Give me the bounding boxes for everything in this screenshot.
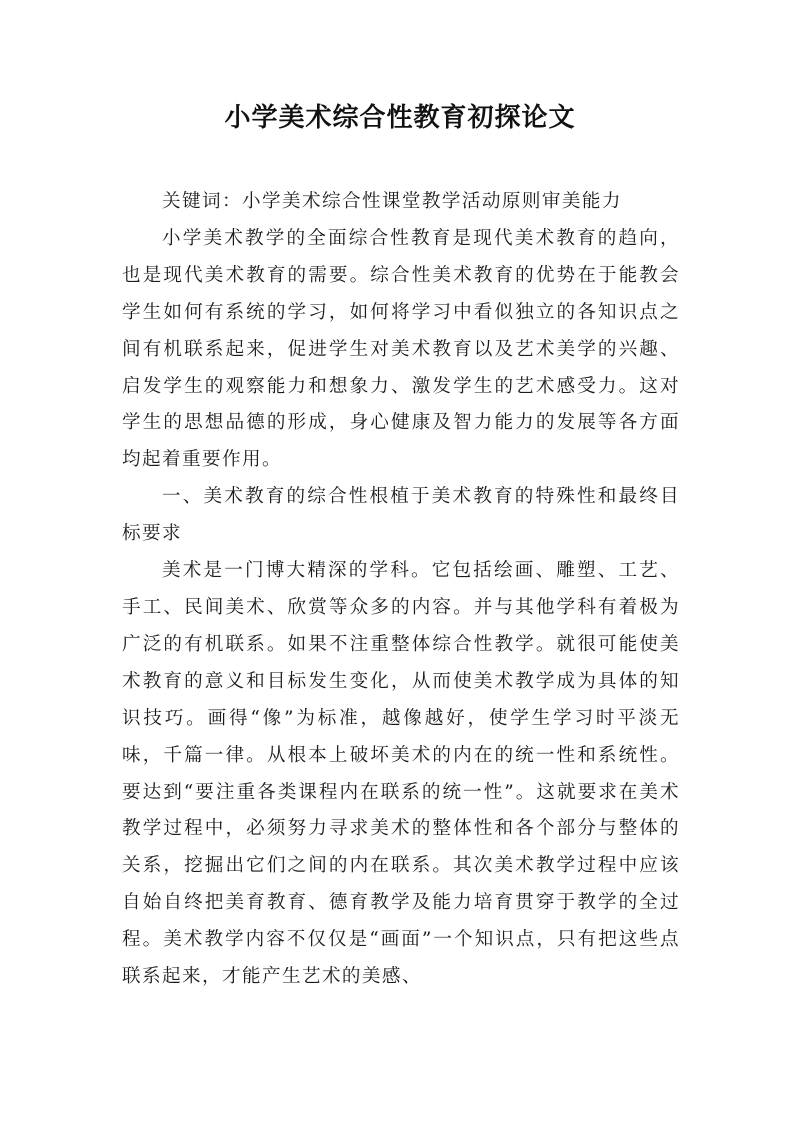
paragraph-intro: 小学美术教学的全面综合性教育是现代美术教育的趋向，也是现代美术教育的需要。综合性美术教育的优势在于能教会学生如何有系统的学习，如何将学习中看似独立的各知识点之间有机联系起来，促进学生对美术教育以及艺术美学的兴趣、启发学生的观察能力和想象力、激发学生的艺术感受力。这对学生的思想品德的形成，身心健康及智力能力的发展等各方面均起着重要作用。 <box>122 227 680 471</box>
document-body <box>122 184 680 996</box>
paragraph-section-1: 美术是一门博大精深的学科。它包括绘画、雕塑、工艺、手工、民间美术、欣赏等众多的内容。并与其他学科有着极为广泛的有机联系。如果不注重整体综合性教学。就很可能使美术教育的意义和目标发生变化，从而使美术教学成为具体的知识技巧。画得“像”为标准，越像越好，使学生学习时平淡无味，千篇一律。从根本上破坏美术的内在的统一性和系统性。要达到“要注重各类课程内在联系的统一性”。这就要求在美术教学过程中，必须努力寻求美术的整体性和各个部分与整体的关系，挖掘出它们之间的内在联系。其次美术教学过程中应该自始自终把美育教育、德育教学及能力培育贯穿于教学的全过程。美术教学内容不仅仅是“画面”一个知识点，只有把这些点联系起来，才能产生艺术的美感、 <box>122 560 680 988</box>
document-title: 小学美术综合性教育初探论文 <box>224 103 576 133</box>
section-heading-1: 一、美术教育的综合性根植于美术教育的特殊性和最终目标要求 <box>122 486 680 545</box>
keywords-line: 关键词：小学美术综合性课堂教学活动原则审美能力 <box>162 191 622 212</box>
